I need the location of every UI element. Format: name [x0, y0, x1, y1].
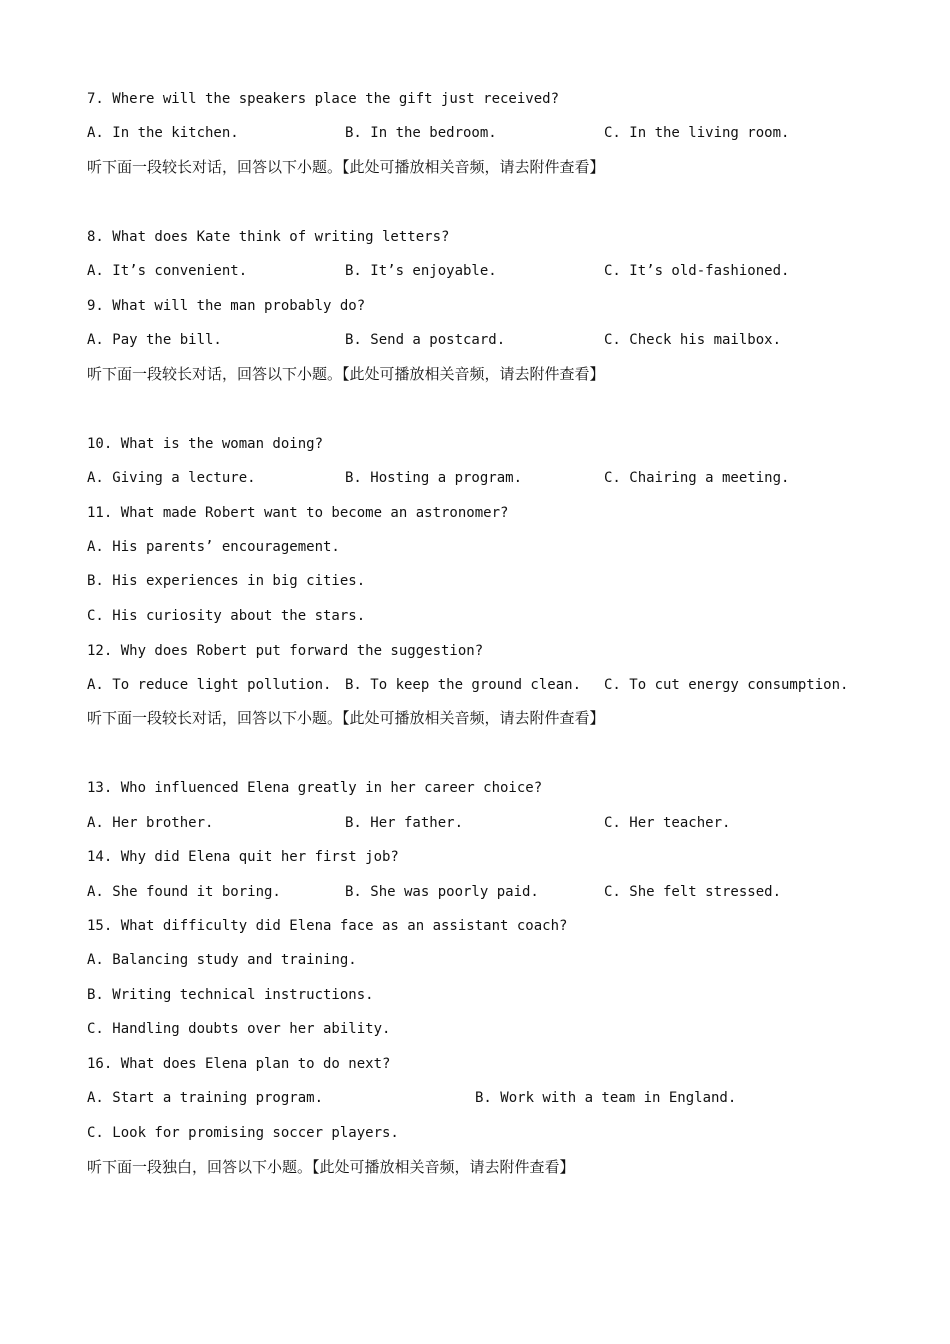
question-13: 13. Who influenced Elena greatly in her career choice? [87, 780, 543, 796]
question-9-option-a: A. Pay the bill. [87, 332, 222, 348]
question-15: 15. What difficulty did Elena face as an assistant coach? [87, 918, 568, 934]
listening-instruction-2: 听下面一段较长对话，回答以下小题。【此处可播放相关音频，请去附件查看】 [87, 365, 605, 383]
listening-instruction-3: 听下面一段较长对话，回答以下小题。【此处可播放相关音频，请去附件查看】 [87, 709, 605, 727]
question-16-option-b: B. Work with a team in England. [475, 1090, 737, 1106]
question-11-option-a: A. His parents’ encouragement. [87, 539, 340, 555]
question-13-option-c: C. Her teacher. [604, 815, 731, 831]
question-9-option-b: B. Send a postcard. [345, 332, 506, 348]
question-8-option-c: C. It’s old-fashioned. [604, 263, 790, 279]
question-12-option-c: C. To cut energy consumption. [604, 677, 849, 693]
question-11: 11. What made Robert want to become an astronomer? [87, 505, 509, 521]
question-7: 7. Where will the speakers place the gift just received? [87, 91, 560, 107]
question-11-option-c: C. His curiosity about the stars. [87, 608, 366, 624]
question-9-option-c: C. Check his mailbox. [604, 332, 782, 348]
question-13-option-a: A. Her brother. [87, 815, 214, 831]
question-16-option-a: A. Start a training program. [87, 1090, 324, 1106]
question-8-option-b: B. It’s enjoyable. [345, 263, 497, 279]
question-16: 16. What does Elena plan to do next? [87, 1056, 391, 1072]
question-14-option-c: C. She felt stressed. [604, 884, 782, 900]
question-16-option-c: C. Look for promising soccer players. [87, 1125, 399, 1141]
question-12-option-a: A. To reduce light pollution. [87, 677, 332, 693]
question-7-option-b: B. In the bedroom. [345, 125, 497, 141]
question-10-option-a: A. Giving a lecture. [87, 470, 256, 486]
question-11-option-b: B. His experiences in big cities. [87, 573, 366, 589]
question-14-option-b: B. She was poorly paid. [345, 884, 539, 900]
question-15-option-c: C. Handling doubts over her ability. [87, 1021, 391, 1037]
listening-instruction-1: 听下面一段较长对话，回答以下小题。【此处可播放相关音频，请去附件查看】 [87, 158, 605, 176]
question-12-option-b: B. To keep the ground clean. [345, 677, 582, 693]
question-8-option-a: A. It’s convenient. [87, 263, 248, 279]
question-7-option-a: A. In the kitchen. [87, 125, 239, 141]
question-15-option-b: B. Writing technical instructions. [87, 987, 374, 1003]
question-12: 12. Why does Robert put forward the suggestion? [87, 643, 484, 659]
question-10: 10. What is the woman doing? [87, 436, 324, 452]
question-8: 8. What does Kate think of writing letters? [87, 229, 450, 245]
listening-instruction-4: 听下面一段独白，回答以下小题。【此处可播放相关音频，请去附件查看】 [87, 1158, 575, 1176]
question-13-option-b: B. Her father. [345, 815, 464, 831]
question-9: 9. What will the man probably do? [87, 298, 366, 314]
question-14-option-a: A. She found it boring. [87, 884, 281, 900]
question-7-option-c: C. In the living room. [604, 125, 790, 141]
question-15-option-a: A. Balancing study and training. [87, 952, 357, 968]
question-14: 14. Why did Elena quit her first job? [87, 849, 399, 865]
question-10-option-b: B. Hosting a program. [345, 470, 523, 486]
question-10-option-c: C. Chairing a meeting. [604, 470, 790, 486]
